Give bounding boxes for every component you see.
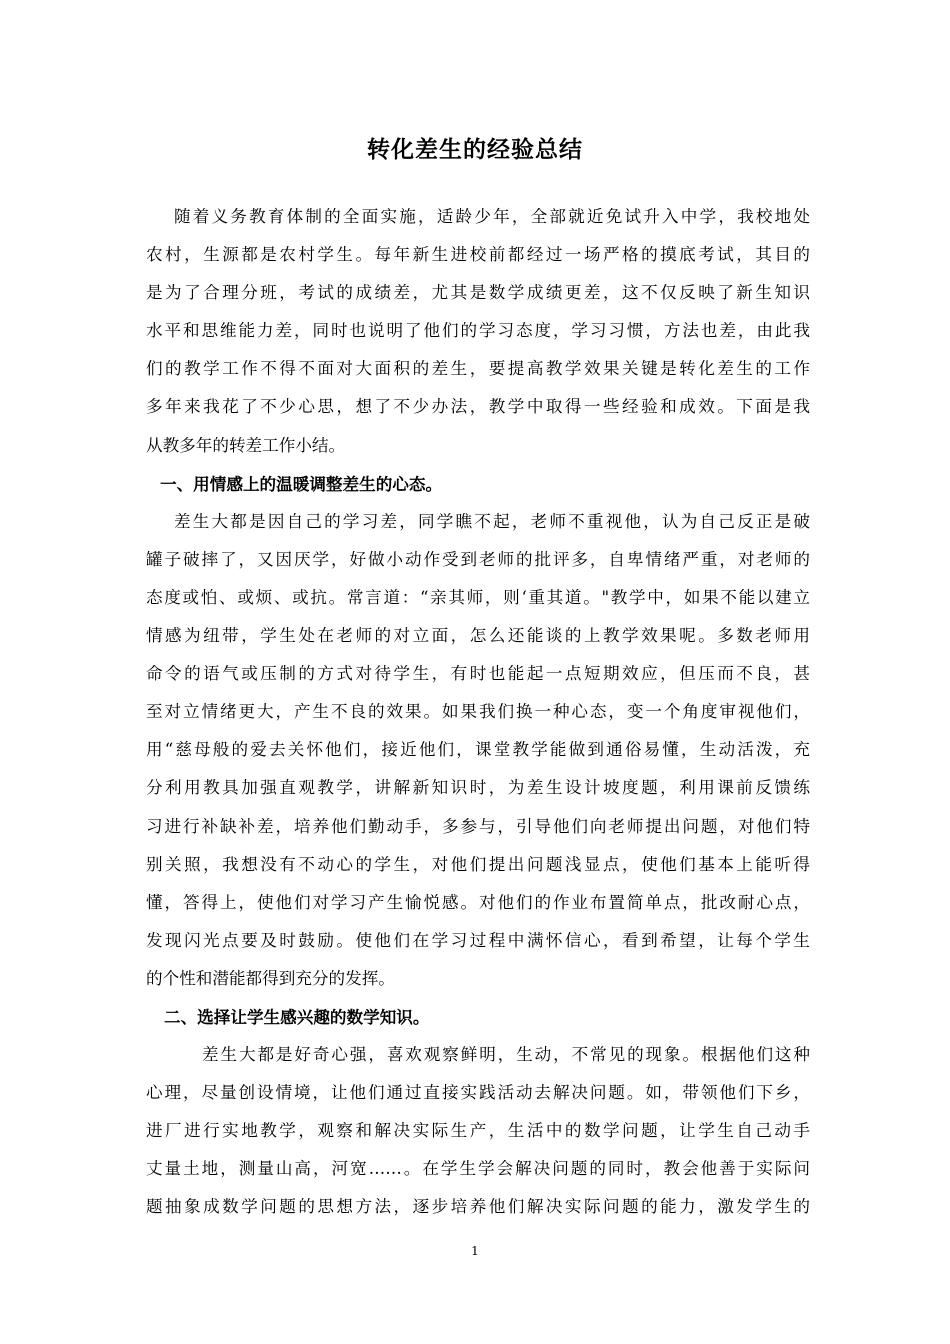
body-line: 懂，答得上，使他们对学习产生愉悦感。对他们的作业布置简单点，批改耐心点， <box>146 892 810 912</box>
body-line: 们的教学工作不得不面对大面积的差生，要提高教学效果关键是转化差生的工作 <box>146 359 810 379</box>
document-title: 转化差生的经验总结 <box>367 136 583 163</box>
body-line: 进厂进行实地教学，观察和解决实际生产，生活中的数学问题，让学生自己动手 <box>146 1121 810 1141</box>
body-line: 差生大都是好奇心强，喜欢观察鲜明，生动，不常见的现象。根据他们这种 <box>202 1045 810 1065</box>
body-line: 多年来我花了不少心思，想了不少办法，教学中取得一些经验和成效。下面是我 <box>146 397 810 417</box>
body-line: 农村，生源都是农村学生。每年新生进校前都经过一场严格的摸底考试，其目的 <box>146 245 810 265</box>
body-line: 用“慈母般的爱去关怀他们，接近他们，课堂教学能做到通俗易懂，生动活泼，充 <box>146 740 810 760</box>
body-line: 丈量土地，测量山高，河宽……。在学生学会解决问题的同时，教会他善于实际问 <box>146 1159 810 1179</box>
body-line: 的个性和潜能都得到充分的发挥。 <box>146 968 395 988</box>
body-line: 分利用教具加强直观教学，讲解新知识时，为差生设计坡度题，利用课前反馈练 <box>146 778 810 798</box>
body-line: 习进行补缺补差，培养他们勤动手，多参与，引导他们向老师提出问题，对他们特 <box>146 816 810 836</box>
body-line: 罐子破摔了，又因厌学，好做小动作受到老师的批评多，自卑情绪严重，对老师的 <box>146 549 810 569</box>
body-line: 态度或怕、或烦、或抗。常言道：“亲其师，则‘重其道。"教学中，如果不能以建立 <box>146 587 810 607</box>
body-line: 至对立情绪更大，产生不良的效果。如果我们换一种心态，变一个角度审视他们， <box>146 702 810 722</box>
page-number: 1 <box>471 1244 479 1258</box>
body-line: 命令的语气或压制的方式对待学生，有时也能起一点短期效应，但压而不良，甚 <box>146 664 810 684</box>
body-line: 发现闪光点要及时鼓励。使他们在学习过程中满怀信心，看到希望，让每个学生 <box>146 930 810 950</box>
body-line: 题抽象成数学问题的思想方法，逐步培养他们解决实际问题的能力，激发学生的 <box>146 1197 810 1217</box>
body-line: 心理，尽量创设情境，让他们通过直接实践活动去解决问题。如，带领他们下乡， <box>146 1083 810 1103</box>
body-line: 差生大都是因自己的学习差，同学瞧不起，老师不重视他，认为自己反正是破 <box>174 511 810 531</box>
body-line: 是为了合理分班，考试的成绩差，尤其是数学成绩更差，这不仅反映了新生知识 <box>146 283 810 303</box>
body-line: 别关照，我想没有不动心的学生，对他们提出问题浅显点，使他们基本上能听得 <box>146 854 810 874</box>
section-heading: 一、用情感上的温暖调整差生的心态。 <box>160 473 443 494</box>
body-line: 随着义务教育体制的全面实施，适龄少年，全部就近免试升入中学，我校地处 <box>174 207 810 226</box>
body-line: 情感为纽带，学生处在老师的对立面，怎么还能谈的上教学效果呢。多数老师用 <box>146 626 810 646</box>
body-line: 水平和思维能力差，同时也说明了他们的学习态度，学习习惯，方法也差，由此我 <box>146 321 810 341</box>
document-body <box>146 198 810 1227</box>
body-line: 从教多年的转差工作小结。 <box>146 435 346 455</box>
section-heading: 二、选择让学生感兴趣的数学知识。 <box>164 1006 430 1027</box>
